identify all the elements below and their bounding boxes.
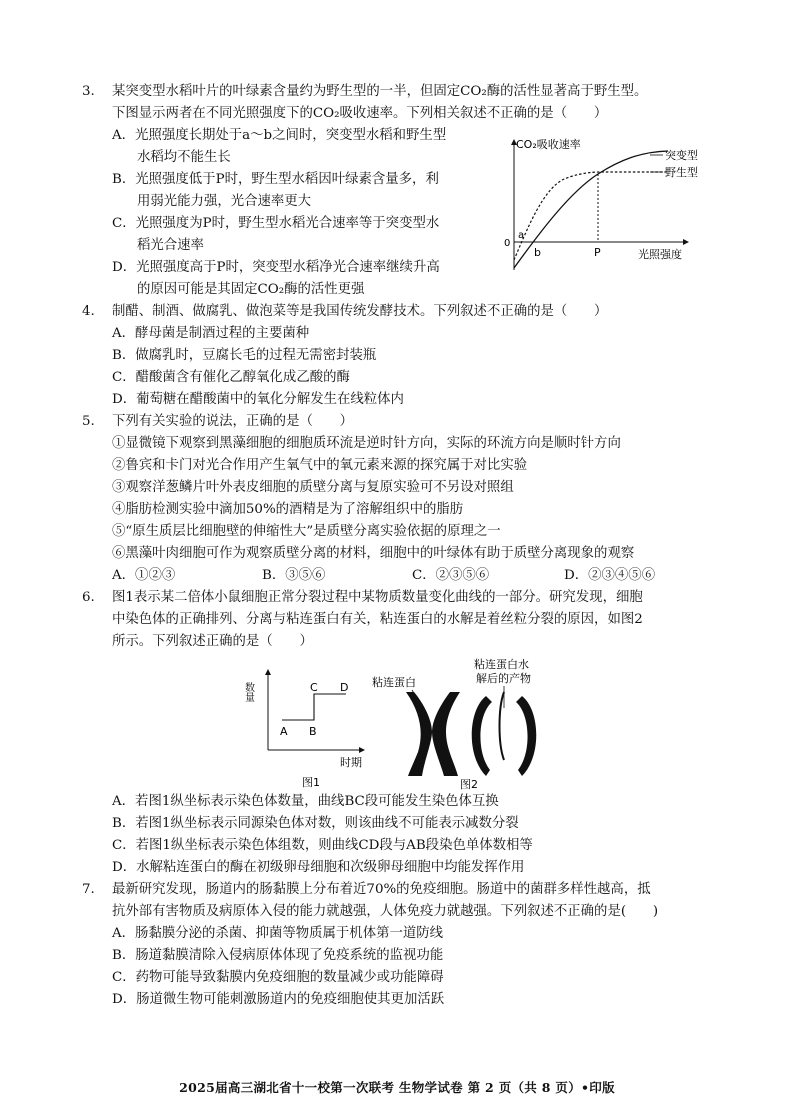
q6-option-c: C．若图1纵坐标表示染色体组数，则曲线CD段与AB段染色单体数相等	[112, 838, 533, 853]
q7-number: 7.	[82, 882, 95, 897]
q4-stem: 制醋、制酒、做腐乳、做泡菜等是我国传统发酵技术。下列叙述不正确的是（ ）	[112, 304, 608, 319]
q3-xlabel: 光照强度	[638, 248, 682, 261]
q4-option-b: B．做腐乳时，豆腐长毛的过程无需密封装瓶	[112, 348, 377, 363]
fig2-caption: 图2	[460, 778, 478, 791]
q6-option-b: B．若图1纵坐标表示同源染色体对数，则该曲线不可能表示减数分裂	[112, 816, 519, 831]
q7-stem-line1: 最新研究发现，肠道内的肠黏膜上分布着近70%的免疫细胞。肠道中的菌群多样性越高，抵	[112, 882, 651, 897]
q3-option-c-line2: 稻光合速率	[137, 238, 204, 253]
fig1-label-c: C	[310, 681, 318, 694]
q7-stem-line2: 抗外部有害物质及病原体入侵的能力就越强，人体免疫力就越强。下列叙述不正确的是( )	[112, 904, 659, 919]
page-footer: 2025届高三湖北省十一校第一次联考 生物学试卷 第 2 页（共 8 页）•印版	[179, 1080, 615, 1095]
fig1-label-a: A	[280, 725, 288, 738]
q5-option-c: C．②③⑤⑥	[412, 568, 490, 583]
q4-number: 4.	[82, 304, 95, 319]
q3-option-b-line1: B．光照强度低于P时，野生型水稻因叶绿素含量多，利	[112, 172, 439, 187]
q4-option-a: A．酵母菌是制酒过程的主要菌种	[112, 326, 310, 341]
fig1-label-d: D	[340, 681, 349, 694]
fig2-chromosome-right-arm	[432, 692, 460, 776]
q5-statement-6: ⑥黑藻叶肉细胞可作为观察质壁分离的材料，细胞中的叶绿体有助于质壁分离现象的观察	[112, 546, 635, 561]
fig1-ylabel: 数量	[242, 682, 254, 702]
q7-option-c: C．药物可能导致黏膜内免疫细胞的数量减少或功能障碍	[112, 970, 444, 985]
q3-option-a-line2: 水稻均不能生长	[137, 150, 231, 165]
q4-option-d: D．葡萄糖在醋酸菌中的氧化分解发生在线粒体内	[112, 392, 404, 407]
fig2-chromatid-left	[472, 696, 492, 776]
q5-statement-2: ②鲁宾和卡门对光合作用产生氧气中的氧元素来源的探究属于对比实验	[112, 458, 528, 473]
q5-statement-1: ①显微镜下观察到黑藻细胞的细胞质环流是逆时针方向，实际的环流方向是顺时针方向	[112, 436, 621, 451]
q6-number: 6.	[82, 590, 95, 605]
q3-number: 3.	[82, 84, 95, 99]
q6-stem-line2: 中染色体的正确排列、分离与粘连蛋白有关，粘连蛋白的水解是着丝粒分裂的原因，如图2	[112, 612, 643, 627]
q6-option-d: D．水解粘连蛋白的酶在初级卵母细胞和次级卵母细胞中均能发挥作用	[112, 860, 525, 875]
q3-co2-graph	[500, 132, 720, 282]
fig1-curve	[282, 694, 346, 720]
q7-option-d: D．肠道微生物可能刺激肠道内的免疫细胞使其更加活跃	[112, 992, 445, 1007]
q7-option-a: A．肠黏膜分泌的杀菌、抑菌等物质属于机体第一道防线	[112, 926, 444, 941]
fig2-label-products-2: 解后的产物	[476, 672, 531, 685]
q5-option-a: A．①②③	[112, 568, 176, 583]
fig1-label-b: B	[309, 725, 317, 738]
q3-ylabel: CO₂吸收速率	[516, 138, 581, 151]
fig2-product-dot	[502, 712, 506, 716]
q3-option-d-line2: 的原因可能是其固定CO₂酶的活性更强	[137, 282, 365, 297]
q5-statement-4: ④脂肪检测实验中滴加50%的酒精是为了溶解组织中的脂肪	[112, 502, 464, 517]
q3-option-c-line1: C．光照强度为P时，野生型水稻光合速率等于突变型水	[112, 216, 440, 231]
q6-option-a: A．若图1纵坐标表示染色体数量，曲线BC段可能发生染色体互换	[112, 794, 499, 809]
fig2-label-cohesin: 粘连蛋白	[372, 676, 416, 689]
q5-statement-5: ⑤“原生质层比细胞壁的伸缩性大”是质壁分离实验依据的原理之一	[112, 524, 501, 539]
q3-origin: 0	[504, 238, 511, 249]
q4-option-c: C．醋酸菌含有催化乙醇氧化成乙酸的酶	[112, 370, 350, 385]
fig1-xlabel: 时期	[340, 756, 362, 769]
q7-option-b: B．肠道黏膜清除入侵病原体体现了免疫系统的监视功能	[112, 948, 444, 963]
fig2-cohesin-dot	[430, 716, 434, 720]
fig2-chromosome-left-arm	[406, 692, 432, 776]
q5-option-b: B．③⑤⑥	[262, 568, 326, 583]
q3-option-b-line2: 用弱光能力强，光合速率更大	[137, 194, 312, 209]
q6-figure1	[244, 664, 374, 789]
q3-label-b: b	[534, 246, 541, 259]
q6-stem-line3: 所示。下列叙述正确的是（ ）	[112, 634, 313, 649]
q3-stem-line2: 下图显示两者在不同光照强度下的CO₂吸收速率。下列相关叙述不正确的是（ ）	[112, 106, 608, 121]
fig1-caption: 图1	[302, 776, 320, 789]
q5-number: 5.	[82, 414, 95, 429]
fig2-label-products-1: 粘连蛋白水	[474, 658, 529, 671]
q3-option-d-line1: D．光照强度高于P时，突变型水稻净光合速率继续升高	[112, 260, 440, 275]
q5-statement-3: ③观察洋葱鳞片叶外表皮细胞的质壁分离与复原实验可不另设对照组	[112, 480, 514, 495]
fig2-chromatid-right	[516, 696, 536, 776]
q5-stem: 下列有关实验的说法，正确的是（ ）	[112, 414, 354, 429]
q3-label-p: P	[594, 246, 601, 259]
q6-figure2	[362, 652, 562, 790]
fig2-cohesin-dot	[430, 744, 434, 748]
q3-stem-line1: 某突变型水稻叶片的叶绿素含量约为野生型的一半，但固定CO₂酶的活性显著高于野生型。	[112, 84, 648, 99]
q3-label-mutant: 突变型	[665, 149, 698, 162]
fig2-products	[500, 692, 505, 760]
q3-label-a: a	[518, 230, 525, 241]
q3-label-wild: 野生型	[665, 166, 698, 179]
q6-stem-line1: 图1表示某二倍体小鼠细胞正常分裂过程中某物质数量变化曲线的一部分。研究发现，细胞	[112, 590, 643, 605]
q5-option-d: D．②③④⑤⑥	[564, 568, 656, 583]
q3-option-a-line1: A．光照强度长期处于a～b之间时，突变型水稻和野生型	[112, 128, 447, 143]
